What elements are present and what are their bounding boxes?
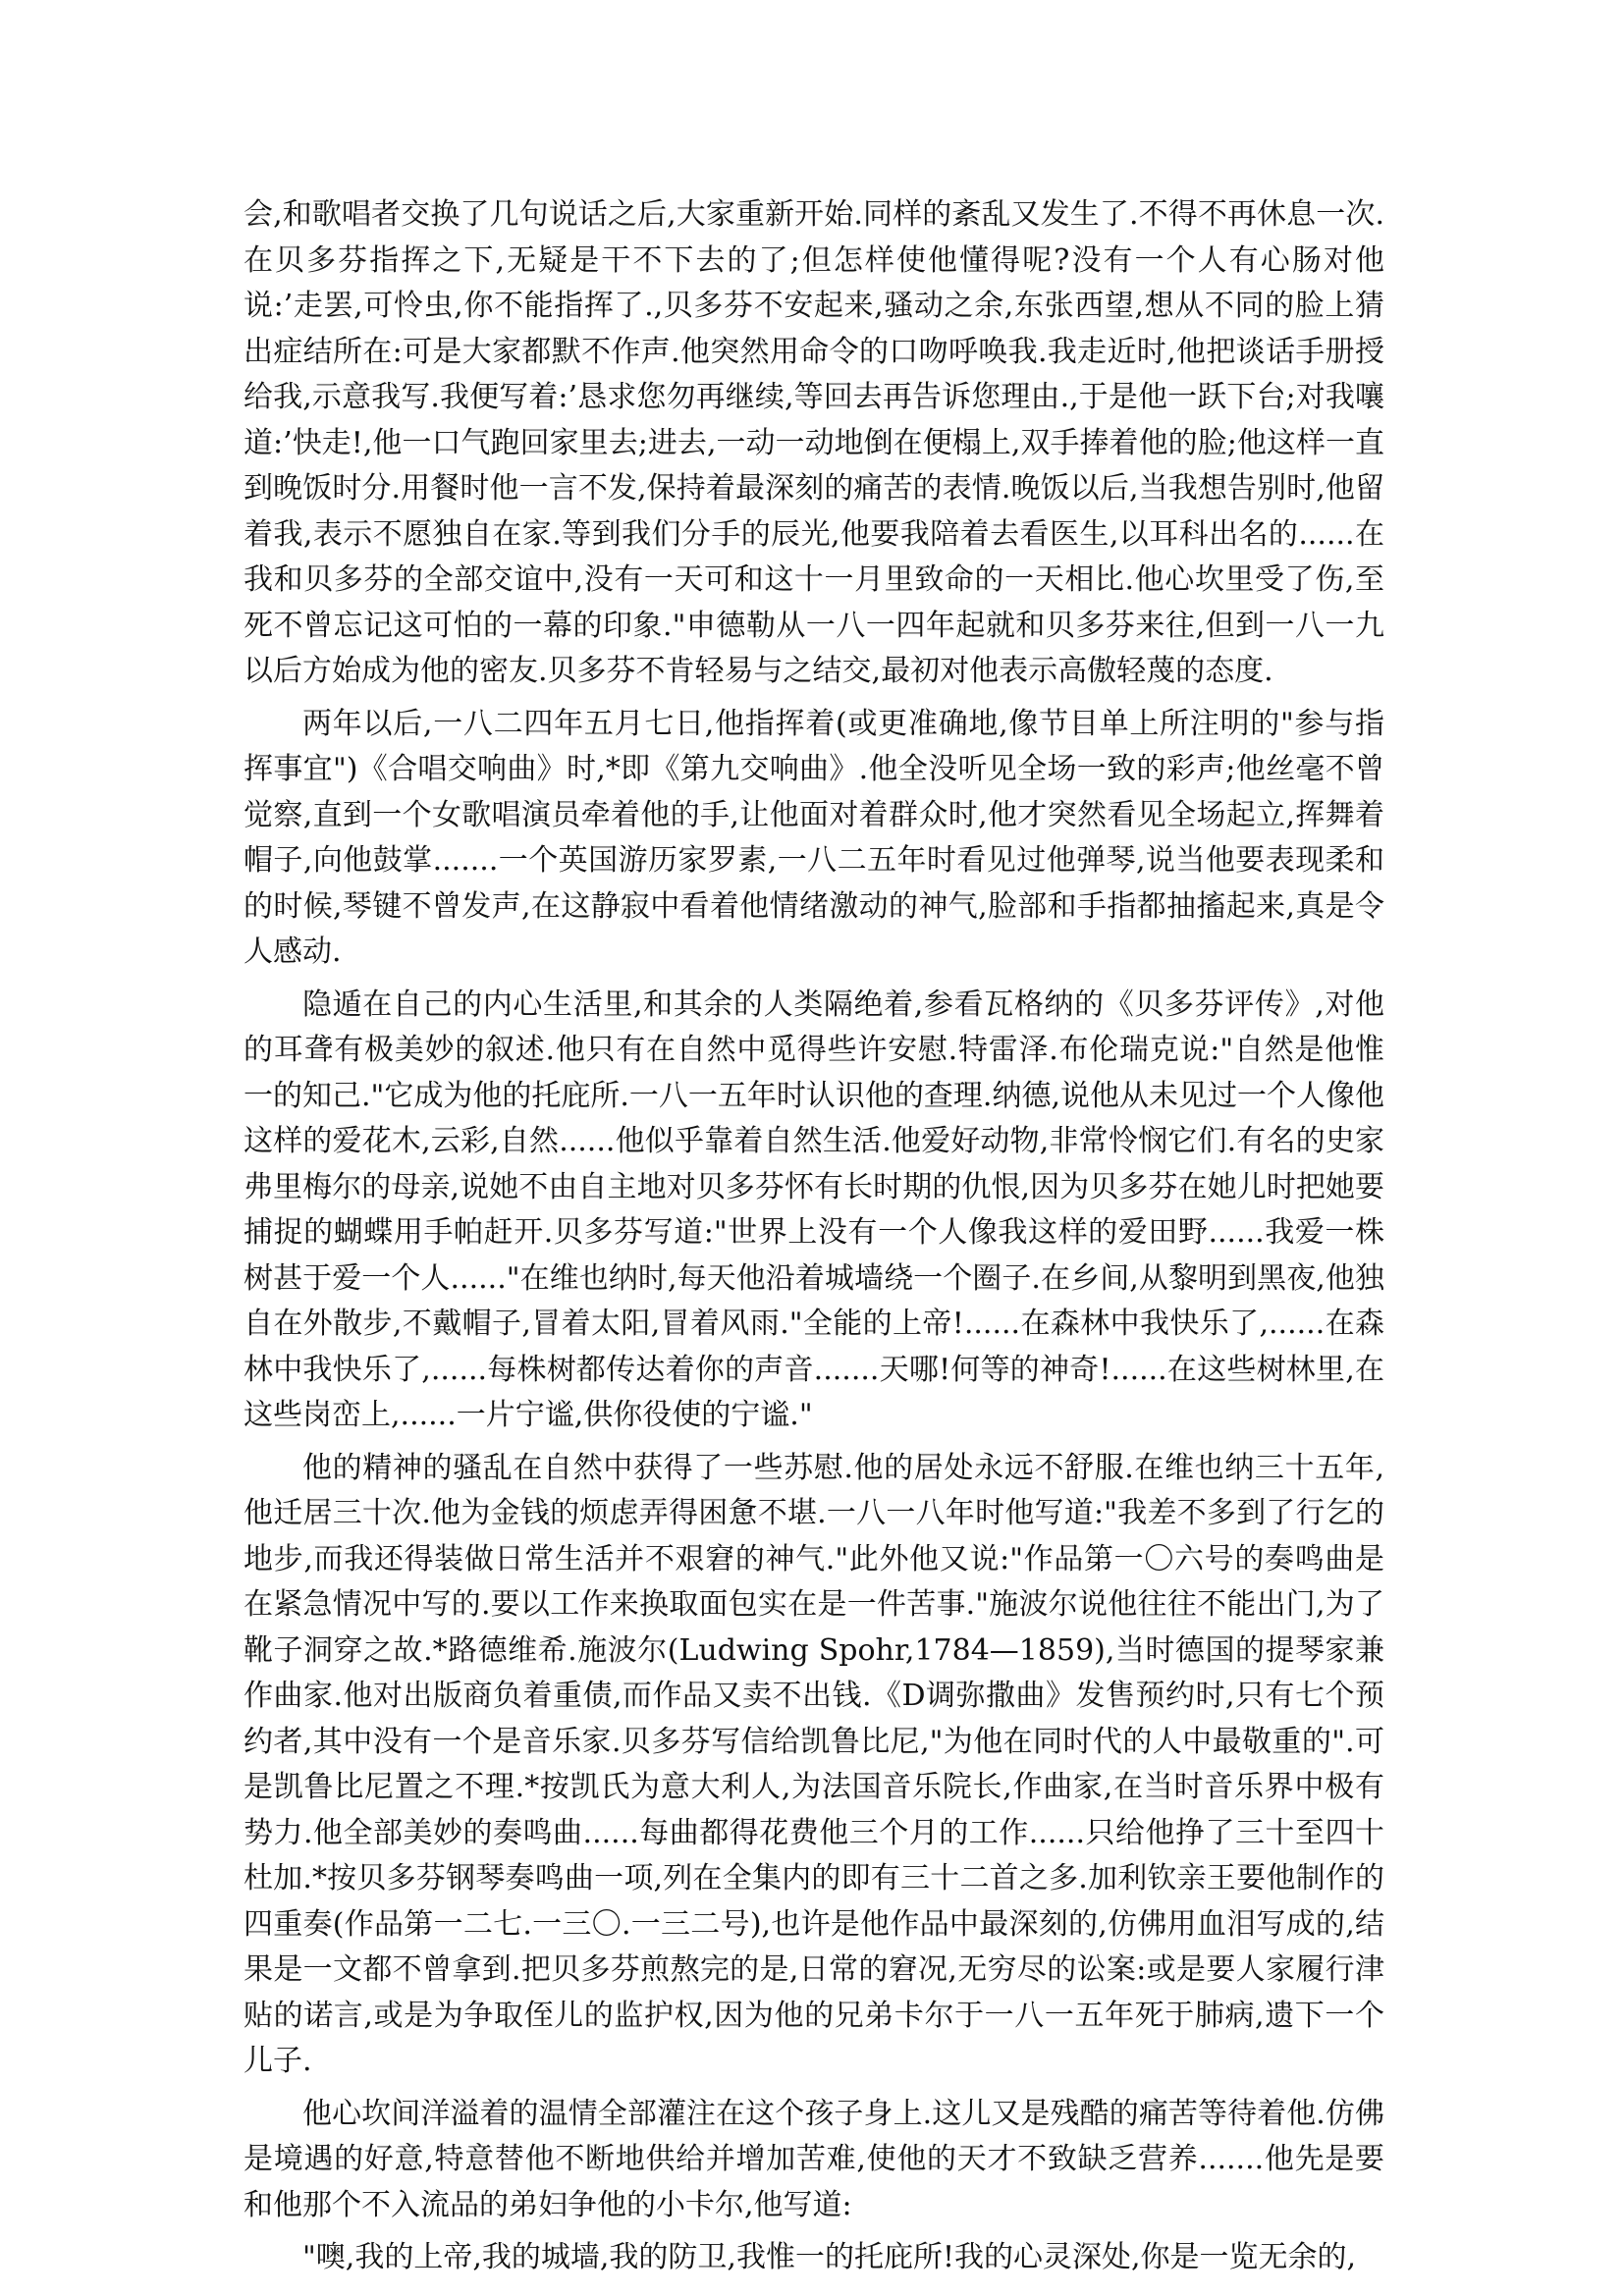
paragraph: 会,和歌唱者交换了几句说话之后,大家重新开始.同样的紊乱又发生了.不得不再休息一次.在贝多芬指挥之下,无疑是干不下去的了;但怎样使他懂得呢?没有一个人有心肠对他说:’走罢,可怜虫,你不能指挥了.,贝多芬不安起来,骚动之余,东张西望,想从不同的脸上猜出症结所在:可是大家都默不作声.他突然用命令的口吻呼唤我.我走近时,他把谈话手册授给我,示意我写.我便写着:’恳求您勿再继续,等回去再告诉您理由.,于是他一跃下台;对我嚷道:’快走!,他一口气跑回家里去;进去,一动一动地倒在便榻上,双手捧着他的脸;他这样一直到晚饭时分.用餐时他一言不发,保持着最深刻的痛苦的表情.晚饭以后,当我想告别时,他留着我,表示不愿独自在家.等到我们分手的辰光,他要我陪着去看医生,以耳科出名的......在我和贝多芬的全部交谊中,没有一天可和这十一月里致命的一天相比.他心坎里受了伤,至死不曾忘记这可怕的一幕的印象."申德勒从一八一四年起就和贝多芬来往,但到一八一九以后方始成为他的密友.贝多芬不肯轻易与之结交,最初对他表示高傲轻蔑的态度. (244, 197, 1384, 688)
paragraph: 两年以后,一八二四年五月七日,他指挥着(或更准确地,像节目单上所注明的"参与指挥事宜")《合唱交响曲》时,*即《第九交响曲》.他全没听见全场一致的彩声;他丝毫不曾觉察,直到一个女歌唱演员牵着他的手,让他面对着群众时,他才突然看见全场起立,挥舞着帽子,向他鼓掌.......一个英国游历家罗素,一八二五年时看见过他弹琴,说当他要表现柔和的时候,琴键不曾发声,在这静寂中看着他情绪激动的神气,脸部和手指都抽搐起来,真是令人感动. (244, 706, 1384, 969)
paragraph: "噢,我的上帝,我的城墙,我的防卫,我惟一的托庇所!我的心灵深处,你是一览无余的, (302, 2240, 1357, 2274)
document-page (244, 192, 1384, 2281)
paragraph: 他的精神的骚乱在自然中获得了一些苏慰.他的居处永远不舒服.在维也纳三十五年,他迁居三十次.他为金钱的烦虑弄得困惫不堪.一八一八年时他写道:"我差不多到了行乞的地步,而我还得装做日常生活并不艰窘的神气."此外他又说:"作品第一〇六号的奏鸣曲是在紧急情况中写的.要以工作来换取面包实在是一件苦事."施波尔说他往往不能出门,为了靴子洞穿之故.*路德维希.施波尔(Ludwing Spohr,1784—1859),当时德国的提琴家兼作曲家.他对出版商负着重债,而作品又卖不出钱.《D调弥撒曲》发售预约时,只有七个预约者,其中没有一个是音乐家.贝多芬写信给凯鲁比尼,"为他在同时代的人中最敬重的".可是凯鲁比尼置之不理.*按凯氏为意大利人,为法国音乐院长,作曲家,在当时音乐界中极有势力.他全部美妙的奏鸣曲......每曲都得花费他三个月的工作......只给他挣了三十至四十杜加.*按贝多芬钢琴奏鸣曲一项,列在全集内的即有三十二首之多.加利钦亲王要他制作的四重奏(作品第一二七.一三〇.一三二号),也许是他作品中最深刻的,仿佛用血泪写成的,结果是一文都不曾拿到.把贝多芬煎熬完的是,日常的窘况,无穷尽的讼案:或是要人家履行津贴的诺言,或是为争取侄儿的监护权,因为他的兄弟卡尔于一八一五年死于肺病,遗下一个儿子. (244, 1450, 1384, 2078)
paragraph: 隐遁在自己的内心生活里,和其余的人类隔绝着,参看瓦格纳的《贝多芬评传》,对他的耳聋有极美妙的叙述.他只有在自然中觅得些许安慰.特雷泽.布伦瑞克说:"自然是他惟一的知己."它成为他的托庇所.一八一五年时认识他的查理.纳德,说他从未见过一个人像他这样的爱花木,云彩,自然......他似乎靠着自然生活.他爱好动物,非常怜悯它们.有名的史家弗里梅尔的母亲,说她不由自主地对贝多芬怀有长时期的仇恨,因为贝多芬在她儿时把她要捕捉的蝴蝶用手帕赶开.贝多芬写道:"世界上没有一个人像我这样的爱田野......我爱一株树甚于爱一个人......"在维也纳时,每天他沿着城墙绕一个圈子.在乡间,从黎明到黑夜,他独自在外散步,不戴帽子,冒着太阳,冒着风雨."全能的上帝!......在森林中我快乐了,......在森林中我快乐了,......每株树都传达着你的声音.......天哪!何等的神奇!......在这些树林里,在这些岗峦上,......一片宁谧,供你役使的宁谧." (244, 987, 1384, 1432)
paragraph: 他心坎间洋溢着的温情全部灌注在这个孩子身上.这儿又是残酷的痛苦等待着他.仿佛是境遇的好意,特意替他不断地供给并增加苦难,使他的天才不致缺乏营养.......他先是要和他那个不入流品的弟妇争他的小卡尔,他写道: (244, 2096, 1384, 2222)
